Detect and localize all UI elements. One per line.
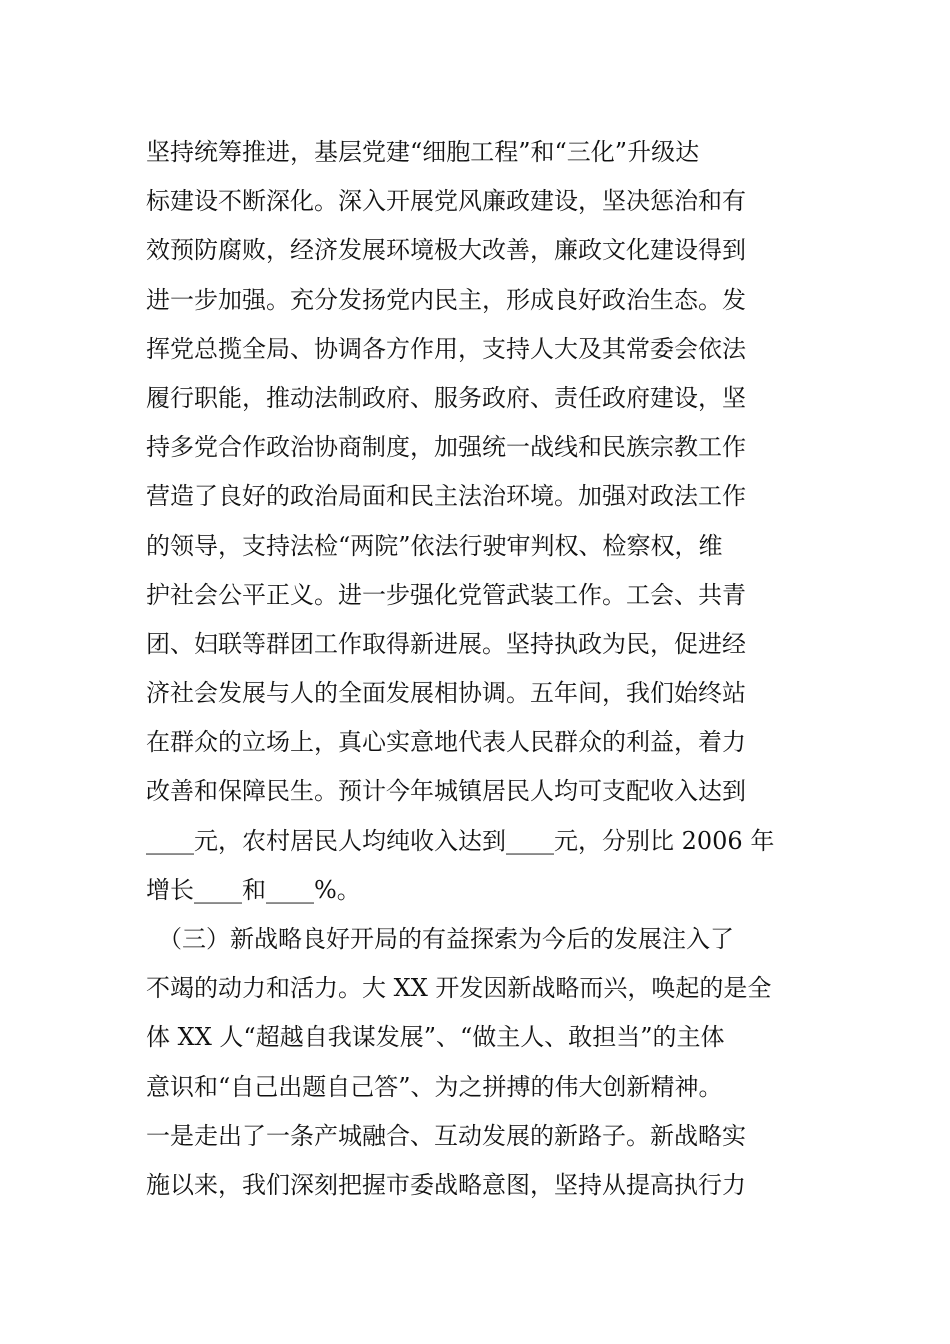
text-line: 效预防腐败，经济发展环境极大改善，廉政文化建设得到 <box>146 236 746 265</box>
text-line: 施以来，我们深刻把握市委战略意图，坚持从提高执行力 <box>146 1170 746 1199</box>
text-line: 挥党总揽全局、协调各方作用，支持人大及其常委会依法 <box>146 334 746 363</box>
text-line: 坚持统筹推进，基层党建“细胞工程”和“三化”升级达 <box>146 138 700 166</box>
text-line: 体 XX 人“超越自我谋发展”、“做主人、敢担当”的主体 <box>146 1023 725 1052</box>
text-line: 营造了良好的政治局面和民主法治环境。加强对政法工作 <box>146 482 746 511</box>
text-line: 团、妇联等群团工作取得新进展。坚持执政为民，促进经 <box>146 629 746 658</box>
text-line: 履行职能，推动法制政府、服务政府、责任政府建设，坚 <box>146 383 746 412</box>
text-line: 的领导，支持法检“两院”依法行驶审判权、检察权，维 <box>146 531 723 560</box>
text-line: 改善和保障民生。预计今年城镇居民人均可支配收入达到 <box>146 777 746 806</box>
text-line: 意识和“自己出题自己答”、为之拼搏的伟大创新精神。 <box>146 1072 723 1101</box>
text-line: 进一步加强。充分发扬党内民主，形成良好政治生态。发 <box>146 285 746 314</box>
text-line: 持多党合作政治协商制度，加强统一战线和民族宗教工作 <box>146 433 746 462</box>
text-line: ____元，农村居民人均纯收入达到____元，分别比 2006 年 <box>146 826 775 855</box>
text-line: 不竭的动力和活力。大 XX 开发因新战略而兴，唤起的是全 <box>146 974 772 1003</box>
text-line: 在群众的立场上，真心实意地代表人民群众的利益，着力 <box>146 728 746 757</box>
text-line: 增长____和____%。 <box>146 875 361 904</box>
body-text <box>146 128 818 1210</box>
text-line: 一是走出了一条产城融合、互动发展的新路子。新战略实 <box>146 1121 746 1150</box>
section-heading-line: （三）新战略良好开局的有益探索为今后的发展注入了 <box>146 925 734 953</box>
text-line: 济社会发展与人的全面发展相协调。五年间，我们始终站 <box>146 679 746 708</box>
text-line: 护社会公平正义。进一步强化党管武装工作。工会、共青 <box>146 580 746 609</box>
text-line: 标建设不断深化。深入开展党风廉政建设，坚决惩治和有 <box>146 187 746 216</box>
